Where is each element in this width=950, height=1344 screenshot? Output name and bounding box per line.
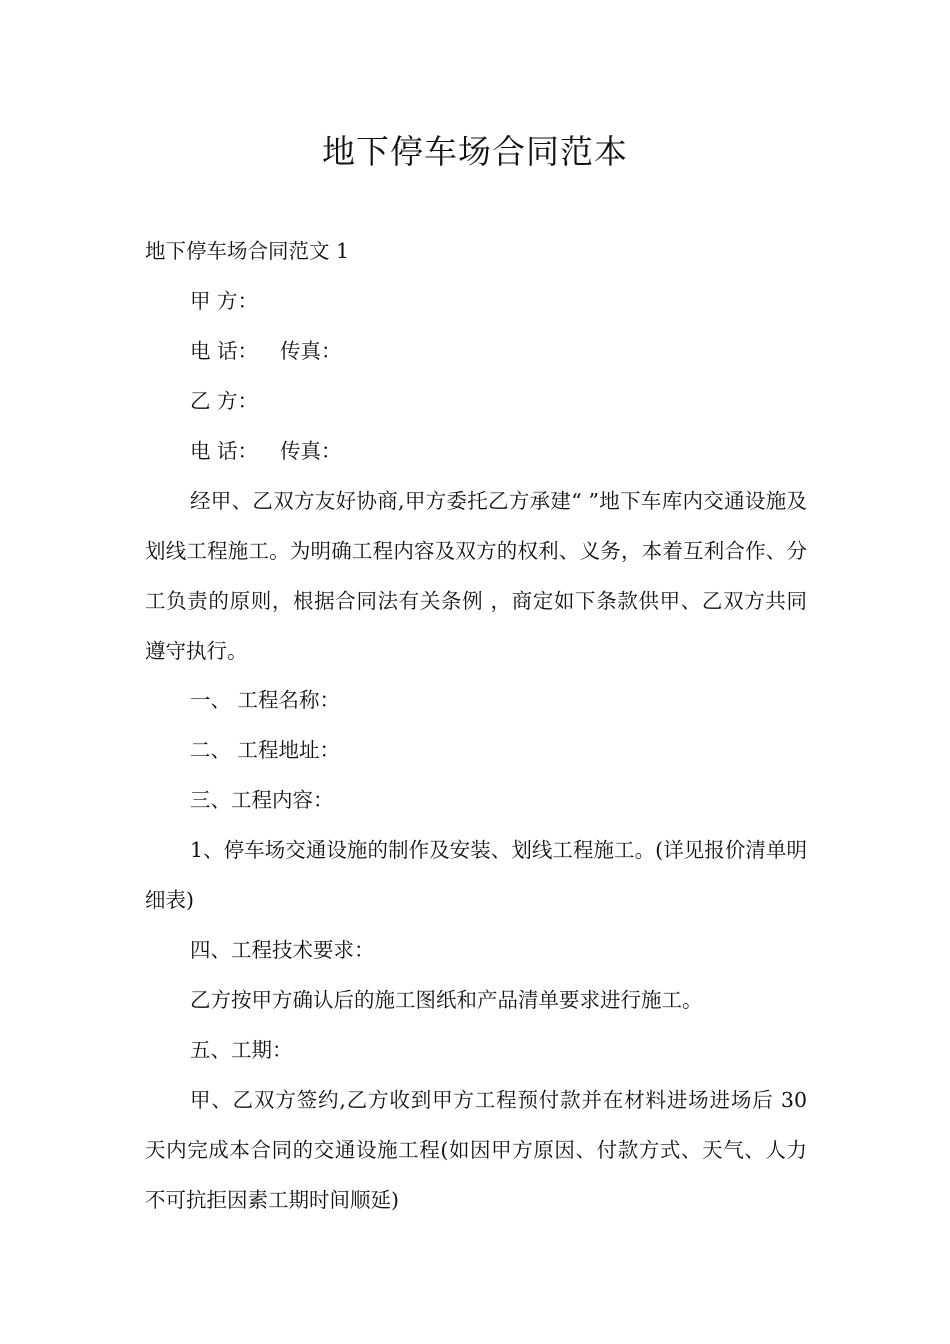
section-heading: 地下停车场合同范文 1 xyxy=(145,239,350,263)
clause-technical-requirements-detail: 乙方按甲方确认后的施工图纸和产品清单要求进行施工。 xyxy=(190,988,703,1012)
clause-schedule: 五、工期： xyxy=(190,1038,293,1062)
clause-project-name: 一、 工程名称： xyxy=(190,688,341,712)
party-b-label: 乙 方： xyxy=(190,389,259,413)
clause-schedule-detail: 甲、乙双方签约,乙方收到甲方工程预付款并在材料进场进场后 30 天内完成本合同的交通设施工程(如因甲方原因、付款方式、天气、人力不可抗拒因素工期时间顺延) xyxy=(145,1088,807,1212)
party-b-phone-label: 电 话： xyxy=(190,439,259,463)
clause-project-address: 二、 工程地址： xyxy=(190,738,341,762)
clause-project-content: 三、工程内容： xyxy=(190,788,334,812)
clause-technical-requirements: 四、工程技术要求： xyxy=(190,938,375,962)
party-a-fax-label: 传真： xyxy=(280,339,342,363)
document-title: 地下停车场合同范本 xyxy=(322,132,628,171)
intro-paragraph: 经甲、乙双方友好协商,甲方委托乙方承建“ ”地下车库内交通设施及划线工程施工。为明确工程内容及双方的权利、义务，本着互利合作、分工负责的原则，根据合同法有关条例 ，商定如下条款供甲、乙双方共同遵守执行。 xyxy=(145,489,807,663)
party-a-phone-label: 电 话： xyxy=(190,339,259,363)
clause-project-content-detail: 1、停车场交通设施的制作及安装、划线工程施工。(详见报价清单明细表) xyxy=(145,838,807,912)
party-a-contact xyxy=(190,337,342,365)
party-b-fax-label: 传真： xyxy=(280,439,342,463)
party-b-contact xyxy=(190,437,342,465)
party-a-label: 甲 方： xyxy=(190,289,259,313)
